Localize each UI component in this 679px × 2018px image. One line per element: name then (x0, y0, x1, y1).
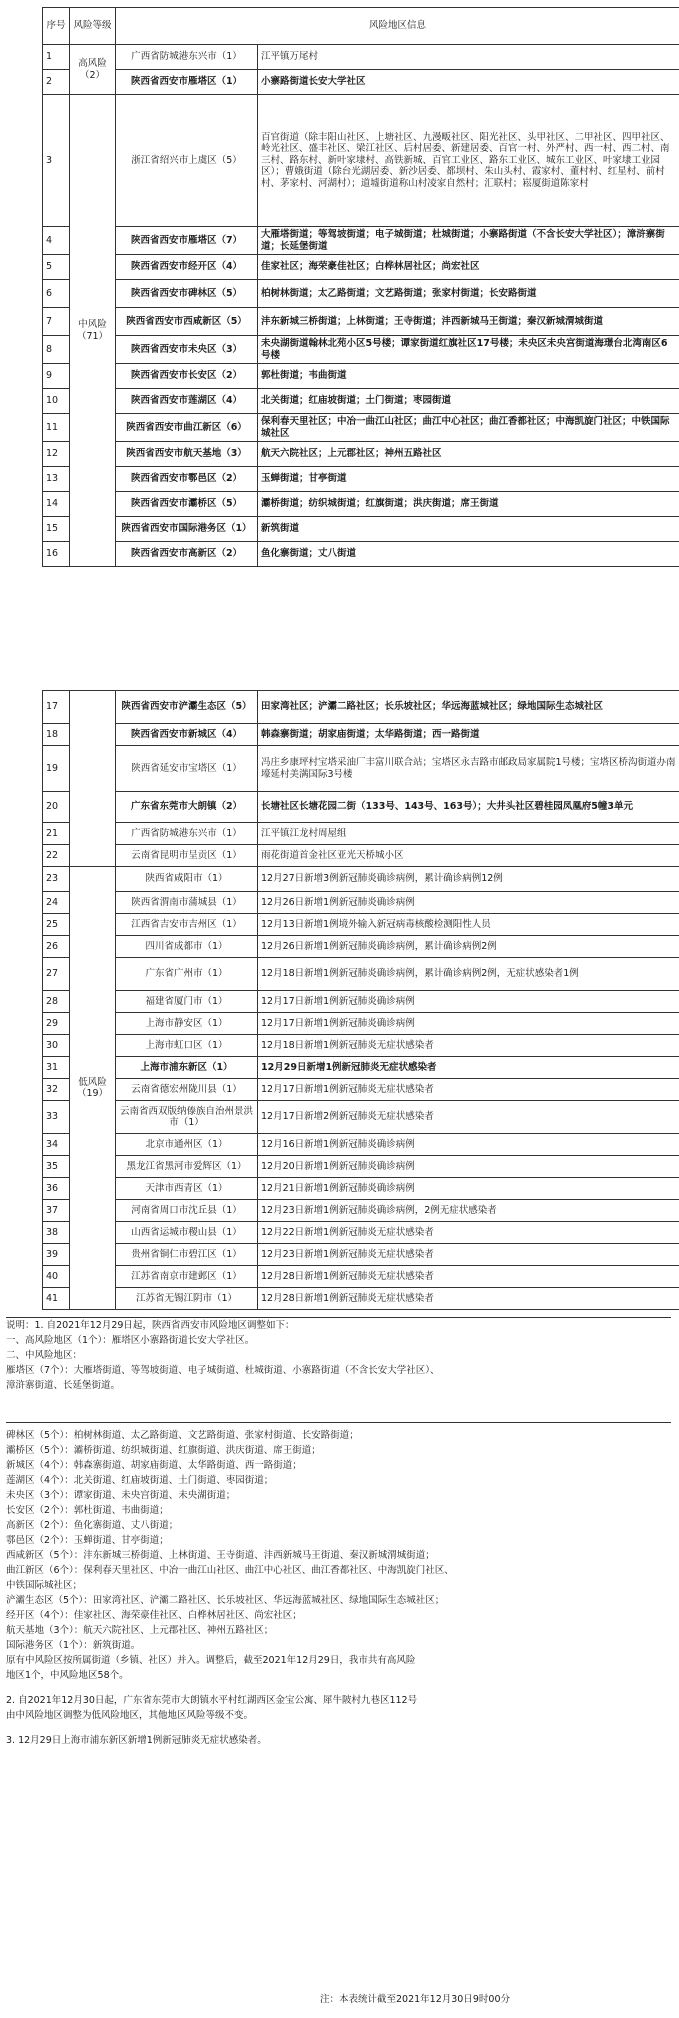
row-number: 32 (43, 1079, 70, 1101)
region-name: 陕西省西安市曲江新区（6） (116, 414, 258, 442)
row-number: 39 (43, 1244, 70, 1266)
table-row (43, 1134, 679, 1156)
note-line: 中铁国际城社区； (6, 1580, 83, 1591)
table-row (43, 823, 679, 845)
table-row (43, 95, 679, 227)
table-row (43, 467, 679, 492)
note-line: 由中风险地区调整为低风险地区，其他地区风险等级不变。 (6, 1710, 254, 1721)
region-name: 陕西省西安市长安区（2） (116, 364, 258, 389)
region-name: 云南省西双版纳傣族自治州景洪市（1） (116, 1101, 258, 1134)
table-row (43, 1156, 679, 1178)
row-number: 16 (43, 542, 70, 567)
row-number: 24 (43, 892, 70, 914)
notes-block-2 (6, 1428, 671, 1748)
row-number: 31 (43, 1057, 70, 1079)
table-row (43, 227, 679, 255)
region-name: 上海市虹口区（1） (116, 1035, 258, 1057)
region-info: 沣东新城三桥街道；上林街道；王寺街道；沣西新城马王街道；秦汉新城渭城街道 (258, 308, 679, 336)
table-row (43, 914, 679, 936)
row-number: 19 (43, 746, 70, 792)
region-info: 北关街道；红庙坡街道；土门街道；枣园街道 (258, 389, 679, 414)
region-info: 12月23日新增1例新冠肺炎无症状感染者 (258, 1244, 679, 1266)
region-info: 12月17日新增2例新冠肺炎无症状感染者 (258, 1101, 679, 1134)
table-row (43, 1288, 679, 1310)
region-info: 冯庄乡康坪村宝塔采油厂丰富川联合站；宝塔区永吉路市邮政局家属院1号楼；宝塔区桥沟街道办南壕延村美满国际3号楼 (258, 746, 679, 792)
table-row (43, 936, 679, 958)
note-line: 原有中风险区按所属街道（乡镇、社区）并入。调整后，截至2021年12月29日，我市共有高风险 (6, 1655, 416, 1666)
region-info: 12月16日新增1例新冠肺炎确诊病例 (258, 1134, 679, 1156)
note-line: 新城区（4个）：韩森寨街道、胡家庙街道、太华路街道、西一路街道； (6, 1460, 302, 1471)
table-row (43, 991, 679, 1013)
row-number: 7 (43, 308, 70, 336)
row-number: 29 (43, 1013, 70, 1035)
table-row (43, 442, 679, 467)
region-name: 陕西省西安市灞桥区（5） (116, 492, 258, 517)
table-row (43, 1057, 679, 1079)
table-header-row (43, 8, 679, 45)
row-number: 10 (43, 389, 70, 414)
region-info: 未央湖街道翰林北苑小区5号楼；谭家街道红旗社区17号楼；未央区未央宫街道海璟台北湾南区6号楼 (258, 336, 679, 364)
table-row (43, 364, 679, 389)
region-name: 陕西省西安市浐灞生态区（5） (116, 691, 258, 724)
region-info: 长塘社区长塘花园二街（133号、143号、163号）；大井头社区碧桂园凤凰府5幢3单元 (258, 792, 679, 823)
note-line: 高新区（2个）：鱼化寨街道、丈八街道； (6, 1520, 179, 1531)
region-info: 12月26日新增1例新冠肺炎确诊病例 (258, 892, 679, 914)
note-line: 鄠邑区（2个）：玉蝉街道、甘亭街道； (6, 1535, 169, 1546)
table-row (43, 1178, 679, 1200)
table-row (43, 70, 679, 95)
table-row (43, 1013, 679, 1035)
row-number: 30 (43, 1035, 70, 1057)
region-info: 鱼化寨街道；丈八街道 (258, 542, 679, 567)
table-row (43, 389, 679, 414)
region-name: 陕西省西安市碑林区（5） (116, 280, 258, 308)
note-line: 航天基地（3个）：航天六院社区、上元郡社区、神州五路社区； (6, 1625, 274, 1636)
region-name: 陕西省西安市经开区（4） (116, 255, 258, 280)
table-row (43, 892, 679, 914)
region-info: 新筑街道 (258, 517, 679, 542)
table-row (43, 792, 679, 823)
row-number: 6 (43, 280, 70, 308)
risk-table-part1 (42, 7, 679, 567)
region-name: 江苏省南京市建邺区（1） (116, 1266, 258, 1288)
region-info: 玉蝉街道；甘亭街道 (258, 467, 679, 492)
table-row (43, 1079, 679, 1101)
row-number: 9 (43, 364, 70, 389)
header-region-info: 风险地区信息 (116, 8, 679, 45)
region-info: 12月27日新增3例新冠肺炎确诊病例，累计确诊病例12例 (258, 867, 679, 892)
row-number: 28 (43, 991, 70, 1013)
row-number: 41 (43, 1288, 70, 1310)
region-info: 雨花街道首金社区亚光天桥城小区 (258, 845, 679, 867)
region-name: 江西省吉安市吉州区（1） (116, 914, 258, 936)
region-info: 12月28日新增1例新冠肺炎无症状感染者 (258, 1266, 679, 1288)
row-number: 17 (43, 691, 70, 724)
region-info: 郭杜街道；韦曲街道 (258, 364, 679, 389)
table-row (43, 280, 679, 308)
row-number: 8 (43, 336, 70, 364)
region-name: 云南省德宏州陇川县（1） (116, 1079, 258, 1101)
risk-level-mid-cont (70, 691, 116, 867)
region-name: 广西省防城港东兴市（1） (116, 823, 258, 845)
table-row (43, 336, 679, 364)
note-line: 一、高风险地区（1个）：雁塔区小寨路街道长安大学社区。 (6, 1335, 255, 1346)
row-number: 15 (43, 517, 70, 542)
region-name: 陕西省咸阳市（1） (116, 867, 258, 892)
region-info: 百官街道（除丰阳山社区、上塘社区、九漫畈社区、阳光社区、头甲社区、二甲社区、四甲社区、岭光社区、盛丰社区、梁江社区、后村居委、新建居委、百官一村、外严村、西一村、西二村、南三村、路东村、新叶家埭村、高铁新城、百官工业区、路东工业区、城东工业区、叶家埭工业园区）；曹娥街道（除台光湖居委、新沙居委、都坝村、朱山头村、霞家村、董村村、红星村、前村村、茅家村、河湖村）；道墟街道称山村凌家自然村；汇联村；崧厦街道陈家村 (258, 95, 679, 227)
region-info: 江平镇江龙村周屋组 (258, 823, 679, 845)
note-line: 经开区（4个）：佳家社区、海荣豪佳社区、白桦林居社区、尚宏社区； (6, 1610, 302, 1621)
region-info: 保利春天里社区；中冶一曲江山社区；曲江中心社区；曲江香都社区；中海凯旋门社区；中铁国际城社区 (258, 414, 679, 442)
region-info: 12月29日新增1例新冠肺炎无症状感染者 (258, 1057, 679, 1079)
table-row (43, 867, 679, 892)
table-row (43, 492, 679, 517)
region-name: 黑龙江省黑河市爱辉区（1） (116, 1156, 258, 1178)
note-line: 地区1个，中风险地区58个。 (6, 1670, 129, 1681)
region-name: 广东省广州市（1） (116, 958, 258, 991)
region-name: 陕西省延安市宝塔区（1） (116, 746, 258, 792)
region-name: 山西省运城市稷山县（1） (116, 1222, 258, 1244)
statistics-footer: 注：本表统计截至2021年12月30日9时00分 (320, 1994, 510, 2005)
row-number: 4 (43, 227, 70, 255)
region-name: 河南省周口市沈丘县（1） (116, 1200, 258, 1222)
region-name: 云南省昆明市呈贡区（1） (116, 845, 258, 867)
region-info: 大雁塔街道；等驾坡街道；电子城街道；杜城街道；小寨路街道（不含长安大学社区）；漳浒寨街道；长延堡街道 (258, 227, 679, 255)
region-info: 小寨路街道长安大学社区 (258, 70, 679, 95)
row-number: 26 (43, 936, 70, 958)
region-name: 广西省防城港东兴市（1） (116, 45, 258, 70)
row-number: 1 (43, 45, 70, 70)
row-number: 35 (43, 1156, 70, 1178)
region-info: 韩森寨街道；胡家庙街道；太华路街道；西一路街道 (258, 724, 679, 746)
row-number: 12 (43, 442, 70, 467)
row-number: 2 (43, 70, 70, 95)
table-row (43, 746, 679, 792)
risk-level-mid: 中风险（71） (70, 95, 116, 567)
region-name: 上海市浦东新区（1） (116, 1057, 258, 1079)
row-number: 23 (43, 867, 70, 892)
region-info: 田家湾社区；浐灞二路社区；长乐坡社区；华远海蓝城社区；绿地国际生态城社区 (258, 691, 679, 724)
region-name: 浙江省绍兴市上虞区（5） (116, 95, 258, 227)
note-line (6, 1723, 671, 1733)
region-info: 12月13日新增1例境外输入新冠病毒核酸检测阳性人员 (258, 914, 679, 936)
table-row (43, 1035, 679, 1057)
table-row (43, 1244, 679, 1266)
risk-level-high: 高风险（2） (70, 45, 116, 95)
header-level: 风险等级 (70, 8, 116, 45)
note-line: 二、中风险地区： (6, 1350, 83, 1361)
region-name: 陕西省西安市国际港务区（1） (116, 517, 258, 542)
region-info: 12月21日新增1例新冠肺炎确诊病例 (258, 1178, 679, 1200)
note-line: 3. 12月29日上海市浦东新区新增1例新冠肺炎无症状感染者。 (6, 1735, 267, 1746)
region-name: 陕西省西安市高新区（2） (116, 542, 258, 567)
table-row (43, 308, 679, 336)
region-info: 江平镇万尾村 (258, 45, 679, 70)
note-line: 未央区（3个）：谭家街道、未央宫街道、未央湖街道； (6, 1490, 236, 1501)
region-name: 陕西省西安市西咸新区（5） (116, 308, 258, 336)
row-number: 21 (43, 823, 70, 845)
region-info: 12月17日新增1例新冠肺炎无症状感染者 (258, 1079, 679, 1101)
region-info: 12月22日新增1例新冠肺炎无症状感染者 (258, 1222, 679, 1244)
row-number: 25 (43, 914, 70, 936)
region-info: 12月28日新增1例新冠肺炎无症状感染者 (258, 1288, 679, 1310)
note-line: 碑林区（5个）：柏树林街道、太乙路街道、文艺路街道、张家村街道、长安路街道； (6, 1430, 359, 1441)
row-number: 36 (43, 1178, 70, 1200)
note-line: 曲江新区（6个）：保利春天里社区、中冶一曲江山社区、曲江中心社区、曲江香都社区、中海凯旋门社区、 (6, 1565, 454, 1576)
note-line: 2. 自2021年12月30日起，广东省东莞市大朗镇水平村红湖西区金宝公寓、犀牛陂村九巷区112号 (6, 1695, 418, 1706)
region-info: 12月18日新增1例新冠肺炎无症状感染者 (258, 1035, 679, 1057)
row-number: 34 (43, 1134, 70, 1156)
row-number: 40 (43, 1266, 70, 1288)
table-row (43, 1266, 679, 1288)
risk-level-low: 低风险（19） (70, 867, 116, 1310)
table-row (43, 517, 679, 542)
table-row (43, 255, 679, 280)
note-line: 西咸新区（5个）：沣东新城三桥街道、上林街道、王寺街道、沣西新城马王街道、秦汉新城渭城街道； (6, 1550, 435, 1561)
region-info: 柏树林街道；太乙路街道；文艺路街道；张家村街道；长安路街道 (258, 280, 679, 308)
region-info: 12月23日新增1例新冠肺炎确诊病例，2例无症状感染者 (258, 1200, 679, 1222)
region-name: 陕西省西安市莲湖区（4） (116, 389, 258, 414)
region-name: 天津市西青区（1） (116, 1178, 258, 1200)
note-line: 漳浒寨街道、长延堡街道。 (6, 1380, 121, 1391)
notes-block-1 (6, 1317, 671, 1423)
table-row (43, 1101, 679, 1134)
region-name: 北京市通州区（1） (116, 1134, 258, 1156)
table-row (43, 542, 679, 567)
row-number: 27 (43, 958, 70, 991)
region-name: 四川省成都市（1） (116, 936, 258, 958)
region-name: 贵州省铜仁市碧江区（1） (116, 1244, 258, 1266)
row-number: 20 (43, 792, 70, 823)
row-number: 3 (43, 95, 70, 227)
region-name: 福建省厦门市（1） (116, 991, 258, 1013)
region-name: 江苏省无锡江阴市（1） (116, 1288, 258, 1310)
note-line: 说明：1. 自2021年12月29日起，陕西省西安市风险地区调整如下： (6, 1320, 295, 1331)
row-number: 37 (43, 1200, 70, 1222)
note-line: 灞桥区（5个）：灞桥街道、纺织城街道、红旗街道、洪庆街道、席王街道； (6, 1445, 321, 1456)
table-row (43, 1222, 679, 1244)
region-info: 灞桥街道；纺织城街道；红旗街道；洪庆街道；席王街道 (258, 492, 679, 517)
table-row (43, 845, 679, 867)
row-number: 5 (43, 255, 70, 280)
note-line: 莲湖区（4个）：北关街道、红庙坡街道、土门街道、枣园街道； (6, 1475, 274, 1486)
note-line: 长安区（2个）：郭杜街道、韦曲街道； (6, 1505, 169, 1516)
row-number: 22 (43, 845, 70, 867)
table-row (43, 1200, 679, 1222)
table-row (43, 691, 679, 724)
row-number: 33 (43, 1101, 70, 1134)
note-line: 国际港务区（1个）：新筑街道。 (6, 1640, 141, 1651)
row-number: 18 (43, 724, 70, 746)
region-info: 12月18日新增1例新冠肺炎确诊病例，累计确诊病例2例，无症状感染者1例 (258, 958, 679, 991)
table-row (43, 724, 679, 746)
risk-table-part2 (42, 690, 679, 1310)
header-no: 序号 (43, 8, 70, 45)
region-name: 陕西省西安市鄠邑区（2） (116, 467, 258, 492)
row-number: 14 (43, 492, 70, 517)
region-name: 陕西省西安市雁塔区（1） (116, 70, 258, 95)
region-info: 12月26日新增1例新冠肺炎确诊病例，累计确诊病例2例 (258, 936, 679, 958)
region-name: 陕西省渭南市蒲城县（1） (116, 892, 258, 914)
region-info: 12月20日新增1例新冠肺炎确诊病例 (258, 1156, 679, 1178)
region-name: 陕西省西安市未央区（3） (116, 336, 258, 364)
table-row (43, 414, 679, 442)
region-name: 广东省东莞市大朗镇（2） (116, 792, 258, 823)
row-number: 11 (43, 414, 70, 442)
region-name: 陕西省西安市新城区（4） (116, 724, 258, 746)
region-info: 佳家社区；海荣豪佳社区；白桦林居社区；尚宏社区 (258, 255, 679, 280)
region-name: 陕西省西安市雁塔区（7） (116, 227, 258, 255)
region-info: 12月17日新增1例新冠肺炎确诊病例 (258, 1013, 679, 1035)
region-name: 陕西省西安市航天基地（3） (116, 442, 258, 467)
table-row (43, 45, 679, 70)
row-number: 38 (43, 1222, 70, 1244)
note-line: 雁塔区（7个）：大雁塔街道、等驾坡街道、电子城街道、杜城街道、小寨路街道（不含长安大学社区）、 (6, 1365, 440, 1376)
region-info: 12月17日新增1例新冠肺炎确诊病例 (258, 991, 679, 1013)
note-line (6, 1683, 671, 1693)
region-name: 上海市静安区（1） (116, 1013, 258, 1035)
note-line: 浐灞生态区（5个）：田家湾社区、浐灞二路社区、长乐坡社区、华远海蓝城社区、绿地国际生态城社区； (6, 1595, 445, 1606)
row-number: 13 (43, 467, 70, 492)
region-info: 航天六院社区；上元郡社区；神州五路社区 (258, 442, 679, 467)
table-row (43, 958, 679, 991)
